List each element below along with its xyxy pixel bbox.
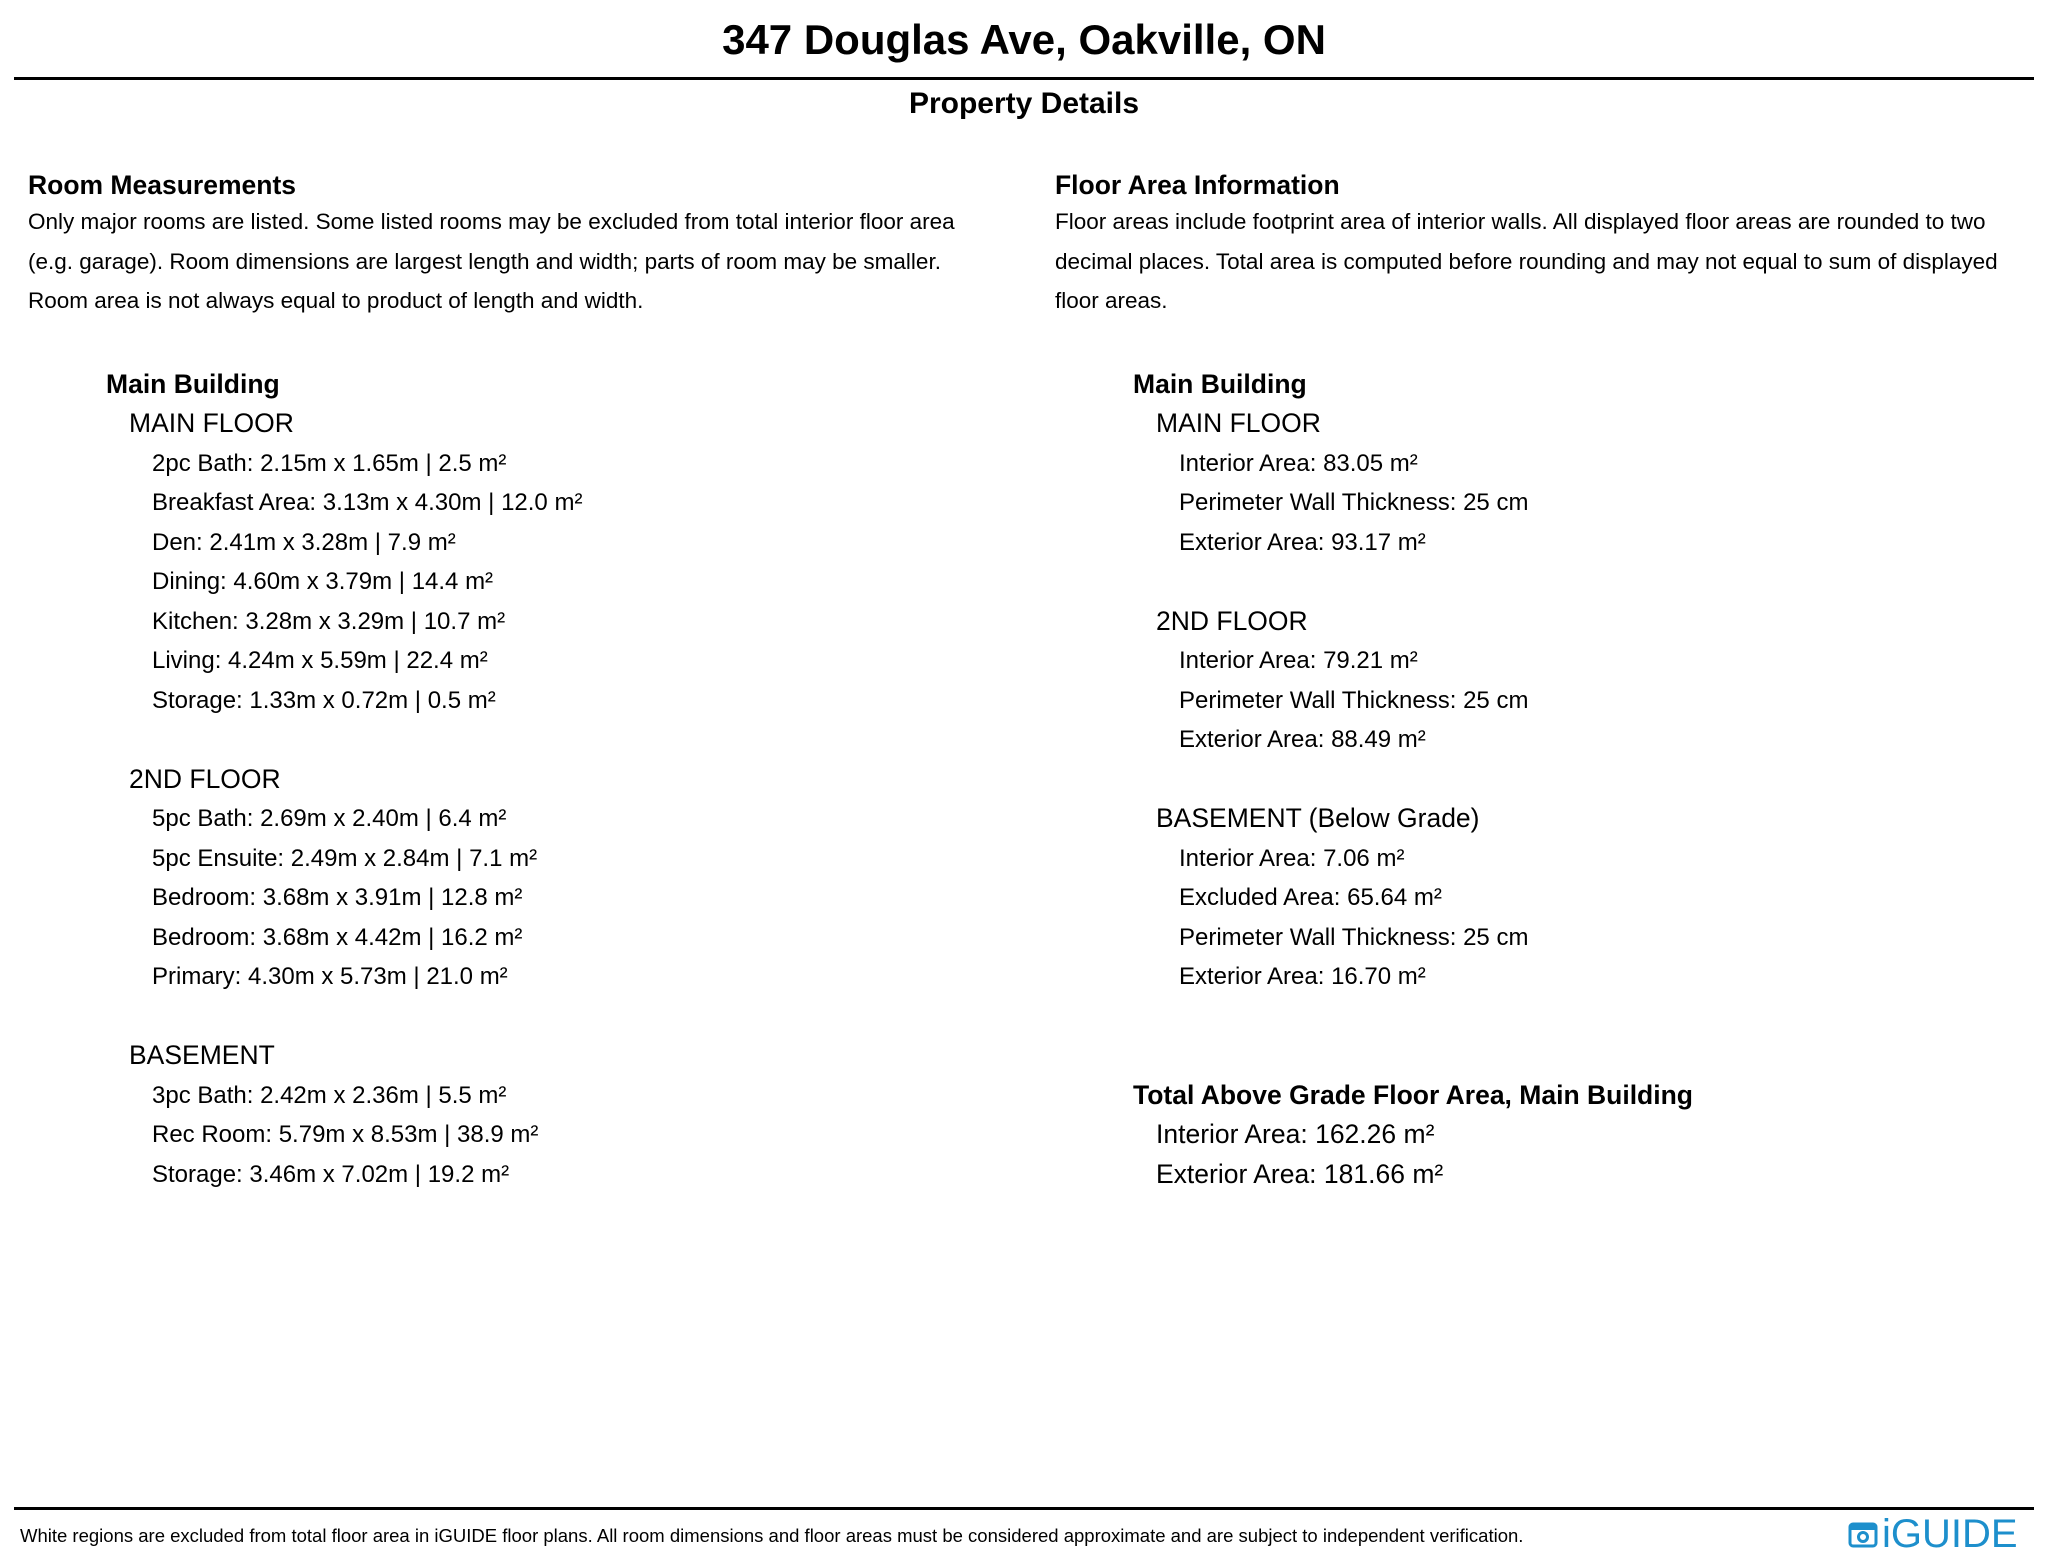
iguide-logo [1848,1514,2018,1554]
floor-name: 2ND FLOOR [1156,605,1308,636]
footer-divider [14,1507,2034,1510]
page-title: 347 Douglas Ave, Oakville, ON [722,16,1326,63]
floor-block-basement [1133,799,2045,997]
section-title: Room Measurements [28,170,297,200]
floor-area-section [1055,168,2045,1194]
total-area-block [1133,1115,2045,1194]
room-item: Den: 2.41m x 3.28m | 7.9 m² [152,528,456,556]
description-line: (e.g. garage). Room dimensions are largest length and width; parts of room may be smaller. [28,248,941,274]
floor-name: BASEMENT (Below Grade) [1156,803,1480,833]
floor-block-main [1133,404,2045,562]
area-item: Excluded Area: 65.64 m² [1179,884,1442,911]
floor-block-basement [106,1036,1018,1194]
section-description [1055,202,2045,321]
room-measurements-section [28,168,1018,1194]
room-item: Bedroom: 3.68m x 4.42m | 16.2 m² [152,923,523,951]
total-area-title: Total Above Grade Floor Area, Main Building [1133,1079,1693,1110]
floor-name: MAIN FLOOR [1156,408,1321,438]
area-item: Interior Area: 79.21 m² [1179,647,1418,674]
area-item: Interior Area: 7.06 m² [1179,844,1405,872]
building-block [1055,365,2045,1195]
area-item: Perimeter Wall Thickness: 25 cm [1179,489,1529,516]
room-item: Kitchen: 3.28m x 3.29m | 10.7 m² [152,607,506,635]
floor-name: BASEMENT [129,1040,275,1070]
footer-disclaimer: White regions are excluded from total floor area in iGUIDE floor plans. All room dimensions and floor areas must be considered approximate and are subject to independent verification. [20,1525,1524,1546]
room-item: Breakfast Area: 3.13m x 4.30m | 12.0 m² [152,489,583,516]
area-item: Interior Area: 83.05 m² [1179,449,1418,477]
total-area-item: Interior Area: 162.26 m² [1156,1119,1435,1149]
room-item: 5pc Bath: 2.69m x 2.40m | 6.4 m² [152,805,507,832]
floor-name: 2ND FLOOR [129,763,281,794]
total-area-item: Exterior Area: 181.66 m² [1156,1158,1444,1189]
area-item: Exterior Area: 93.17 m² [1179,528,1426,556]
description-line: Floor areas include footprint area of interior walls. All displayed floor areas are rounded to two [1055,209,1986,234]
page-subtitle: Property Details [908,87,1140,120]
room-item: Storage: 1.33m x 0.72m | 0.5 m² [152,686,496,714]
building-title: Main Building [106,368,280,399]
room-item: Rec Room: 5.79m x 8.53m | 38.9 m² [152,1121,539,1148]
area-item: Exterior Area: 88.49 m² [1179,726,1426,753]
room-item: 5pc Ensuite: 2.49m x 2.84m | 7.1 m² [152,844,538,872]
header-divider [14,77,2034,80]
area-item: Perimeter Wall Thickness: 25 cm [1179,686,1529,714]
room-item: 3pc Bath: 2.42m x 2.36m | 5.5 m² [152,1081,507,1109]
area-item: Exterior Area: 16.70 m² [1179,963,1426,990]
room-item: Bedroom: 3.68m x 3.91m | 12.8 m² [152,884,523,911]
section-description [28,202,1018,321]
section-title: Floor Area Information [1055,170,1340,200]
area-item: Perimeter Wall Thickness: 25 cm [1179,923,1529,951]
room-item: Storage: 3.46m x 7.02m | 19.2 m² [152,1160,510,1188]
description-line: Only major rooms are listed. Some listed rooms may be excluded from total interior floor area [28,209,955,234]
floor-block-2nd [1133,602,2045,760]
building-title: Main Building [1133,368,1307,399]
room-item: 2pc Bath: 2.15m x 1.65m | 2.5 m² [152,449,507,477]
floor-name: MAIN FLOOR [129,408,294,438]
description-line: Room area is not always equal to product of length and width. [28,288,644,313]
room-item: Primary: 4.30m x 5.73m | 21.0 m² [152,963,508,990]
description-line: decimal places. Total area is computed before rounding and may not equal to sum of displayed [1055,248,1998,274]
room-item: Dining: 4.60m x 3.79m | 14.4 m² [152,568,494,595]
description-line: floor areas. [1055,288,1168,313]
building-block [28,365,1018,1195]
floor-block-main [106,404,1018,720]
iguide-camera-icon [1848,1519,1878,1549]
floor-block-2nd [106,760,1018,997]
room-item: Living: 4.24m x 5.59m | 22.4 m² [152,647,488,674]
logo-text: iGUIDE [1882,1512,2018,1556]
